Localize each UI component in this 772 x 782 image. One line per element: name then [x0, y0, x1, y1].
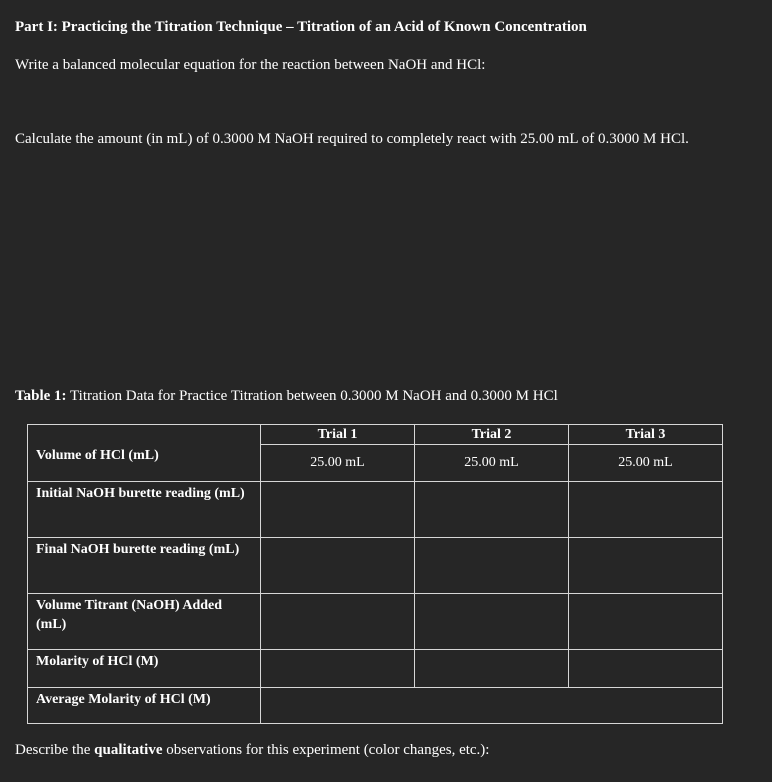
cell-molarity-hcl-trial-3[interactable] [569, 650, 723, 688]
trial-2-column [415, 425, 569, 482]
row-label-average-molarity: Average Molarity of HCl (M) [28, 688, 261, 724]
observations-prompt-bold: qualitative [94, 742, 163, 758]
trial-1-column [261, 425, 415, 482]
calculation-prompt: Calculate the amount (in mL) of 0.3000 M NaOH required to completely react with 25.00 mL of 0.3000 M HCl. [15, 131, 689, 147]
titration-data-table [27, 424, 723, 724]
section-heading: Part I: Practicing the Titration Technique – Titration of an Acid of Known Concentration [15, 19, 587, 35]
equation-prompt: Write a balanced molecular equation for the reaction between NaOH and HCl: [15, 57, 486, 73]
cell-molarity-hcl-trial-2[interactable] [415, 650, 569, 688]
table-caption-text: Titration Data for Practice Titration between 0.3000 M NaOH and 0.3000 M HCl [66, 388, 558, 404]
trial-3-column [569, 425, 723, 482]
table-caption-label: Table 1: [15, 388, 67, 404]
observations-prompt [15, 742, 489, 759]
row-label-text: Volume of HCl (mL) [36, 448, 159, 463]
cell-final-burette-trial-2[interactable] [415, 538, 569, 594]
observations-prompt-pre: Describe the [15, 742, 95, 758]
cell-initial-burette-trial-1[interactable] [261, 482, 415, 538]
column-header-trial-2: Trial 2 [415, 425, 568, 445]
row-label-final-burette: Final NaOH burette reading (mL) [28, 538, 261, 594]
column-header-trial-3: Trial 3 [569, 425, 722, 445]
row-label-initial-burette: Initial NaOH burette reading (mL) [28, 482, 261, 538]
observations-prompt-post: observations for this experiment (color changes, etc.): [162, 742, 490, 758]
cell-volume-titrant-trial-2[interactable] [415, 594, 569, 650]
cell-volume-titrant-trial-1[interactable] [261, 594, 415, 650]
row-label-volume-titrant: Volume Titrant (NaOH) Added (mL) [28, 594, 261, 650]
cell-volume-hcl-trial-3[interactable]: 25.00 mL [618, 455, 673, 470]
cell-molarity-hcl-trial-1[interactable] [261, 650, 415, 688]
cell-volume-titrant-trial-3[interactable] [569, 594, 723, 650]
cell-average-molarity[interactable] [261, 688, 723, 724]
cell-final-burette-trial-3[interactable] [569, 538, 723, 594]
row-label-molarity-hcl: Molarity of HCl (M) [28, 650, 261, 688]
cell-initial-burette-trial-2[interactable] [415, 482, 569, 538]
column-header-trial-1: Trial 1 [261, 425, 414, 445]
cell-volume-hcl-trial-1[interactable]: 25.00 mL [310, 455, 365, 470]
cell-final-burette-trial-1[interactable] [261, 538, 415, 594]
cell-volume-hcl-trial-2[interactable]: 25.00 mL [464, 455, 519, 470]
row-label-volume-hcl [28, 425, 261, 482]
table-caption [15, 388, 558, 405]
cell-initial-burette-trial-3[interactable] [569, 482, 723, 538]
